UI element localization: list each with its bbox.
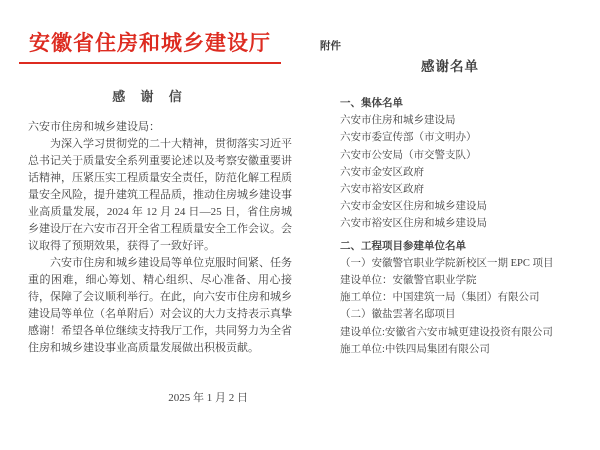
- collective-list-heading: 一、集体名单: [340, 98, 403, 109]
- letter-date: 2025 年 1 月 2 日: [168, 392, 248, 404]
- appendix-list: [340, 95, 590, 358]
- masthead-rule: [19, 62, 281, 64]
- collective-item: 六安市金安区住房和城乡建设局: [340, 201, 487, 213]
- collective-item: 六安市住房和城乡建设局: [340, 115, 456, 127]
- agency-masthead: 安徽省住房和城乡建设厅: [29, 31, 271, 55]
- project-2-name: （二）徽盐雲著名邸项目: [340, 309, 456, 321]
- appendix-title: 感谢名单: [421, 59, 479, 74]
- project-1-builder-unit: 施工单位：中国建筑一局（集团）有限公司: [340, 292, 540, 304]
- collective-item: 六安市公安局（市交警支队）: [340, 149, 477, 161]
- collective-item: 六安市金安区政府: [340, 166, 424, 178]
- collective-item: 六安市委宣传部（市文明办）: [340, 132, 477, 144]
- letter-paragraph-1: 为深入学习贯彻党的二十大精神，贯彻落实习近平总书记关于质量安全系列重要论述以及考察安徽重要讲话精神，压紧压实工程质量安全责任，防范化解工程质量安全风险，提升建筑工程品质，推动住房城乡建设事业高质量发展，2024 年 12 月 24 日—25 日，省住房城乡建设厅在六安市召开全省工程质量安全工作会议。会议取得了预期效果，获得了一致好评。: [28, 138, 292, 252]
- letter-addressee: 六安市住房和城乡建设局：: [28, 121, 160, 133]
- letter-title: 感 谢 信: [112, 89, 188, 104]
- attachment-label: 附件: [320, 41, 341, 52]
- project-1-name: （一）安徽警官职业学院新校区一期 EPC 项目: [340, 257, 554, 269]
- project-units-heading: 二、工程项目参建单位名单: [340, 240, 466, 252]
- appendix-page: [300, 0, 600, 450]
- collective-item: 六安市裕安区住房和城乡建设局: [340, 218, 487, 230]
- letter-paragraph-2: 六安市住房和城乡建设局等单位克服时间紧、任务重的困难，细心筹划、精心组织、尽心准备、用心接待，保障了会议顺利举行。在此，向六安市住房和城乡建设局等单位（名单附后）对会议的大力支持表示真挚感谢！希望各单位继续支持我厅工作，共同努力为全省住房和城乡建设事业高质量发展做出积极贡献。: [28, 257, 292, 354]
- project-1-construction-unit: 建设单位：安徽警官职业学院: [340, 275, 477, 287]
- letter-body: [28, 119, 292, 357]
- project-2-construction-unit: 建设单位:安徽省六安市城更建设投资有限公司: [340, 326, 553, 338]
- collective-item: 六安市裕安区政府: [340, 184, 424, 196]
- project-2-builder-unit: 施工单位:中铁四局集团有限公司: [340, 343, 490, 355]
